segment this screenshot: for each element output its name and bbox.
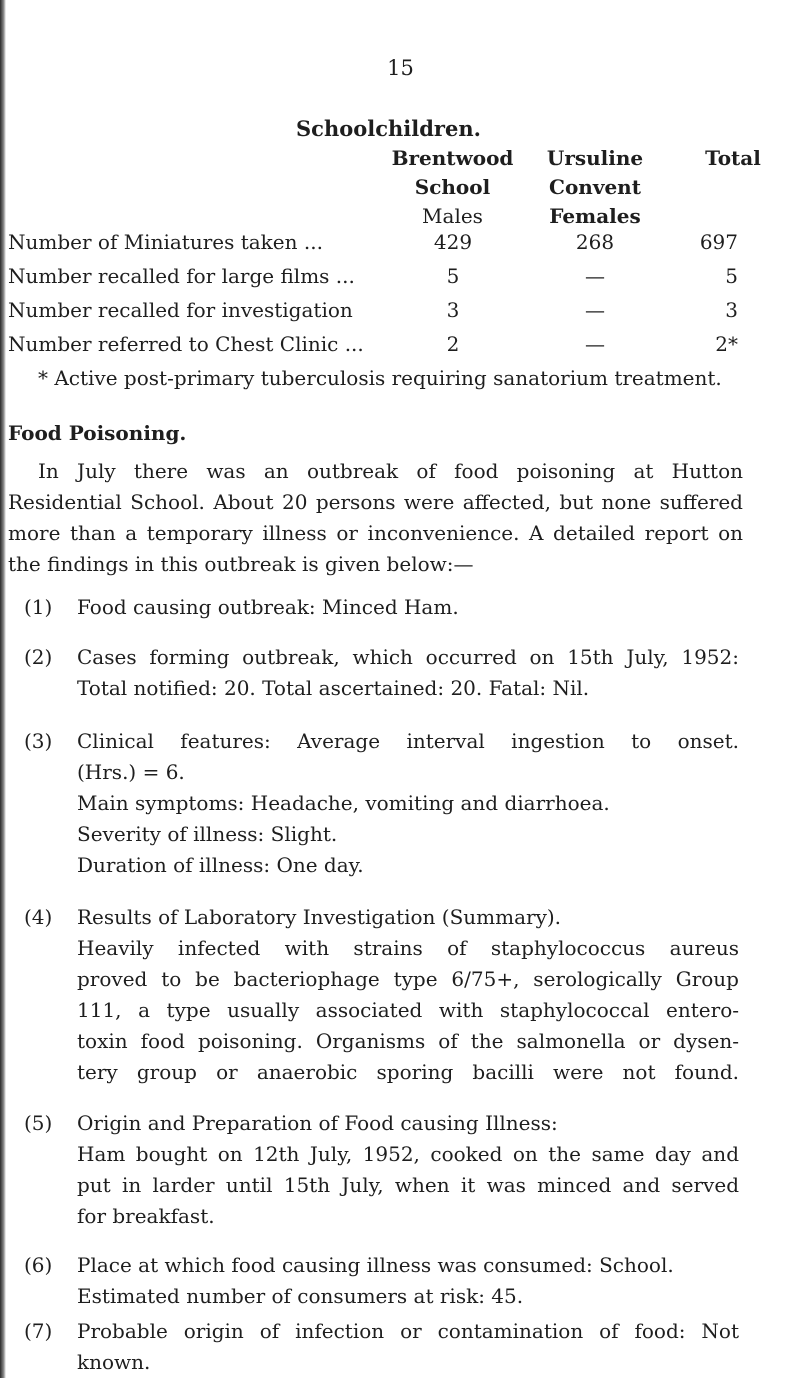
cell-brentwood: 5 xyxy=(446,264,460,288)
cell-total: 697 xyxy=(699,230,738,254)
item-line: Estimated number of consumers at risk: 45. xyxy=(77,1284,524,1308)
cell-ursuline: 268 xyxy=(575,230,615,254)
row-label: Number referred to Chest Clinic ... xyxy=(8,332,364,356)
cell-ursuline: — xyxy=(585,332,605,356)
cell-brentwood: 429 xyxy=(433,230,473,254)
item-line: (Hrs.) = 6. xyxy=(77,760,185,784)
item-line: known. xyxy=(77,1350,151,1374)
column-header-ursuline xyxy=(530,144,660,231)
item-line: Total notified: 20. Total ascertained: 20. Fatal: Nil. xyxy=(77,676,590,700)
table-title: Schoolchildren. xyxy=(296,116,481,141)
item-line: Origin and Preparation of Food causing Illness: xyxy=(77,1111,558,1135)
item-line: Food causing outbreak: Minced Ham. xyxy=(77,595,459,619)
cell-total: 3 xyxy=(725,298,738,322)
column-header-line: Ursuline xyxy=(546,146,644,170)
cell-brentwood: 2 xyxy=(446,332,460,356)
row-label: Number of Miniatures taken ... xyxy=(8,230,323,254)
column-header-line: Total xyxy=(705,146,761,170)
column-header-line: School xyxy=(414,175,491,199)
item-line: put in larder until 15th July, when it was minced and served xyxy=(77,1173,739,1197)
column-header-brentwood xyxy=(380,144,525,231)
cell-total: 5 xyxy=(725,264,738,288)
item-line: 111, a type usually associated with staphylococcal entero- xyxy=(77,998,739,1022)
row-label: Number recalled for investigation xyxy=(8,298,353,322)
section-title: Food Poisoning. xyxy=(8,421,187,445)
item-line: Place at which food causing illness was consumed: School. xyxy=(77,1253,674,1277)
item-line: Probable origin of infection or contamination of food: Not xyxy=(77,1319,739,1343)
item-line: Results of Laboratory Investigation (Summary). xyxy=(77,905,562,929)
page-binding-edge xyxy=(0,0,6,1378)
cell-ursuline: — xyxy=(585,298,605,322)
list-item xyxy=(24,642,739,704)
list-item xyxy=(24,1108,739,1232)
column-header-line: Brentwood xyxy=(391,146,514,170)
cell-total: 2* xyxy=(715,332,738,356)
item-line: Ham bought on 12th July, 1952, cooked on the same day and xyxy=(77,1142,739,1166)
table-footnote: * Active post-primary tuberculosis requiring sanatorium treatment. xyxy=(38,366,722,390)
list-item xyxy=(24,1316,739,1378)
item-number: (6) xyxy=(24,1253,53,1277)
list-item xyxy=(24,1250,739,1312)
item-number: (5) xyxy=(24,1111,53,1135)
item-number: (3) xyxy=(24,729,53,753)
column-header-line: Males xyxy=(422,204,483,228)
item-line: Heavily infected with strains of staphylococcus aureus xyxy=(77,936,739,960)
item-number: (2) xyxy=(24,645,53,669)
item-line: proved to be bacteriophage type 6/75+, serologically Group xyxy=(77,967,739,991)
item-line: toxin food poisoning. Organisms of the salmonella or dysen- xyxy=(77,1029,739,1053)
item-line: Cases forming outbreak, which occurred on 15th July, 1952: xyxy=(77,645,739,669)
item-line: for breakfast. xyxy=(77,1204,215,1228)
column-header-total xyxy=(688,144,778,173)
item-number: (4) xyxy=(24,905,53,929)
column-header-line: Females xyxy=(549,204,641,228)
intro-paragraph: In July there was an outbreak of food poisoning at Hutton Residential School. About 20 persons were affected, but none suffered more than a temporary illness or inconvenience. A detailed report on the findings in this outbreak is given below:— xyxy=(8,459,743,576)
column-header-line: Convent xyxy=(549,175,641,199)
page-number: 15 xyxy=(387,56,414,80)
item-number: (7) xyxy=(24,1319,53,1343)
item-line: Clinical features: Average interval ingestion to onset. xyxy=(77,729,739,753)
cell-brentwood: 3 xyxy=(446,298,460,322)
list-item xyxy=(24,726,739,881)
cell-ursuline: — xyxy=(585,264,605,288)
item-number: (1) xyxy=(24,595,53,619)
list-item xyxy=(24,902,739,1088)
row-label: Number recalled for large films ... xyxy=(8,264,355,288)
item-line: tery group or anaerobic sporing bacilli were not found. xyxy=(77,1060,739,1084)
list-item xyxy=(24,592,739,623)
item-line: Main symptoms: Headache, vomiting and diarrhoea. xyxy=(77,791,610,815)
item-line: Severity of illness: Slight. xyxy=(77,822,338,846)
item-line: Duration of illness: One day. xyxy=(77,853,364,877)
